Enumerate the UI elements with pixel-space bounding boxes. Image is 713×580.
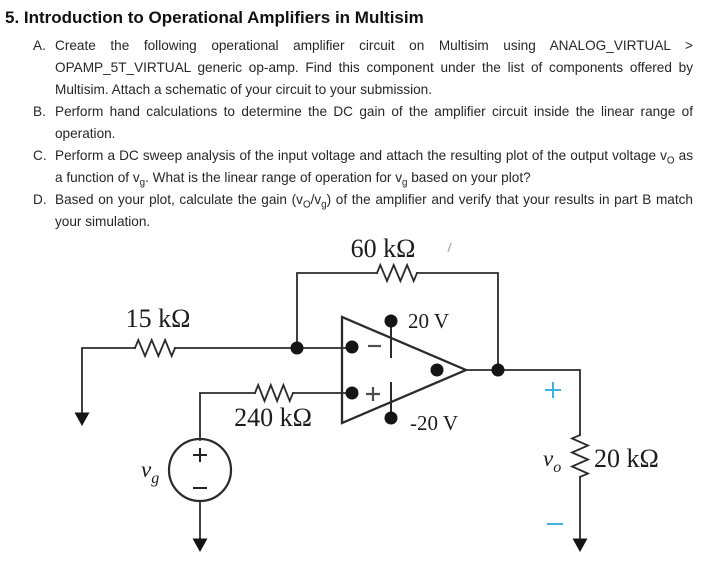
- label-feedback-resistor: 60 kΩ: [350, 234, 416, 263]
- wire-feedback-branch: [297, 273, 498, 370]
- label-pos-supply: 20 V: [408, 309, 450, 333]
- opamp-output-terminal-dot: [431, 364, 444, 377]
- output-label-base: v: [543, 446, 554, 471]
- label-noninv-resistor: 240 kΩ: [234, 403, 312, 432]
- resistor-60k: [377, 265, 417, 281]
- item-label: A.: [33, 38, 46, 53]
- output-label-sub: o: [553, 459, 562, 476]
- ground-arrow-left: [75, 413, 90, 427]
- label-output-voltage: [543, 446, 561, 476]
- wire-output-branch: [466, 370, 580, 539]
- item-label: B.: [33, 104, 46, 119]
- label-input-resistor: 15 kΩ: [125, 304, 191, 333]
- node-dot-feedback-junction: [291, 342, 304, 355]
- output-plus-icon: [545, 382, 561, 398]
- label-neg-supply: -20 V: [410, 411, 459, 435]
- item-text-segment: Based on your plot, calculate the gain (v: [55, 192, 303, 207]
- source-label-base: v: [141, 457, 152, 482]
- opamp-inverting-terminal-dot: [346, 341, 359, 354]
- item-text-segment: based on your plot?: [407, 170, 531, 185]
- item-label: D.: [33, 192, 47, 207]
- ground-arrow-source: [193, 539, 208, 553]
- resistor-240k: [255, 385, 293, 401]
- subscript: g: [402, 177, 408, 189]
- source-label-sub: g: [151, 470, 160, 487]
- item-text-segment: Perform hand calculations to determine the DC gain of the amplifier circuit inside the linear range of operation.: [55, 104, 693, 141]
- item-text-segment: as a function of v: [55, 148, 693, 185]
- scan-artifact-mark: [448, 243, 451, 252]
- subscript: g: [321, 199, 327, 211]
- source-plus-icon: [193, 448, 207, 462]
- problem-title: 5. Introduction to Operational Amplifiers in Multisim: [5, 8, 424, 27]
- item-label: C.: [33, 148, 47, 163]
- opamp-plus-icon: [366, 387, 380, 401]
- subscript: g: [139, 177, 146, 189]
- node-dot-output-junction: [492, 364, 505, 377]
- subscript: O: [302, 199, 311, 211]
- resistor-15k: [135, 340, 175, 356]
- label-source-voltage: [141, 457, 159, 487]
- opamp-pos-supply-dot: [385, 315, 398, 328]
- item-text-segment: Perform a DC sweep analysis of the input voltage and attach the resulting plot of the output voltage v: [55, 148, 667, 163]
- resistor-20k: [572, 435, 588, 477]
- opamp-noninverting-terminal-dot: [346, 387, 359, 400]
- item-text-segment: /v: [310, 192, 322, 207]
- item-text-segment: . What is the linear range of operation for v: [145, 170, 403, 185]
- label-load-resistor: 20 kΩ: [594, 444, 659, 473]
- ground-arrow-load: [573, 539, 588, 553]
- subscript: O: [666, 155, 675, 167]
- opamp-neg-supply-dot: [385, 412, 398, 425]
- item-text-segment: ) of the amplifier and verify that your results in part B match your simulation.: [55, 192, 693, 229]
- item-text-segment: Create the following operational amplifier circuit on Multisim using ANALOG_VIRTUAL > OPAMP_5T_VIRTUAL generic op-amp. Find this component under the list of components offered by Multisim. Attach a schematic of your circuit to your submission.: [55, 38, 693, 97]
